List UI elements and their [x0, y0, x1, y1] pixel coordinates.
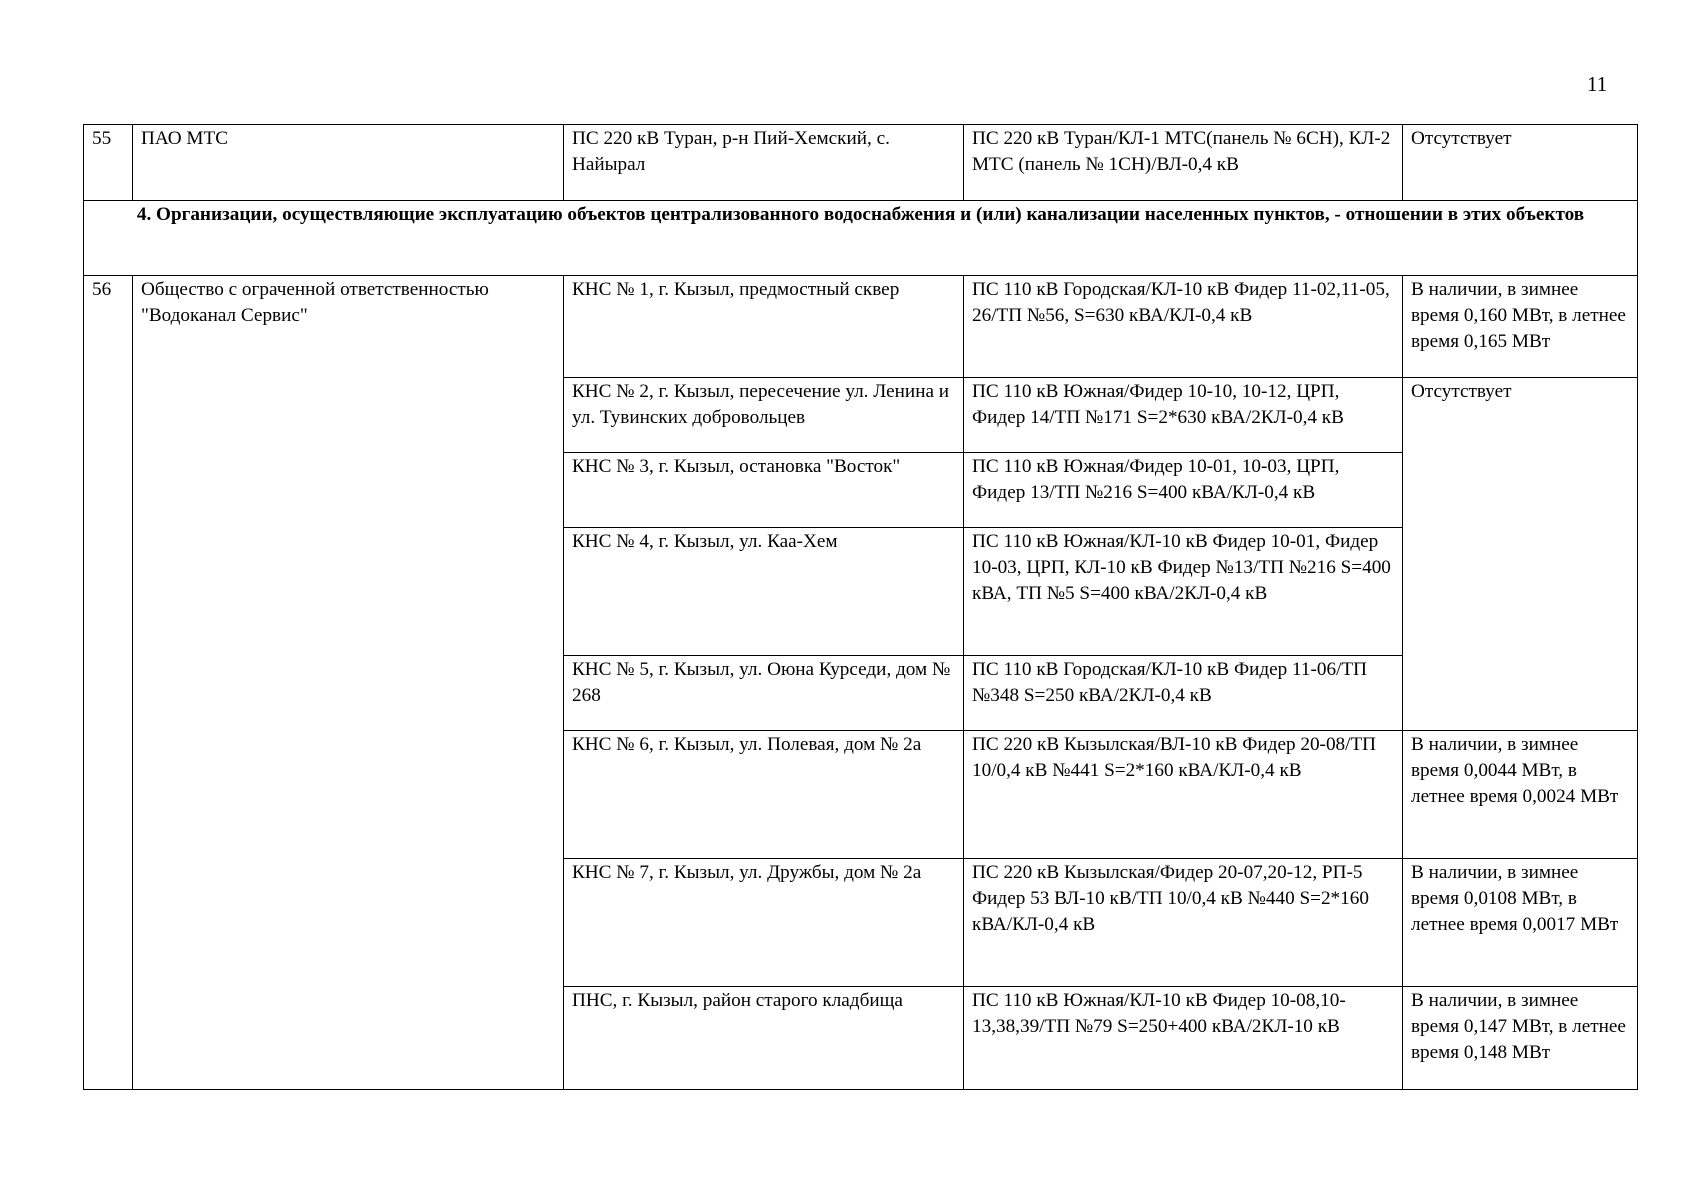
- page-number: 11: [1587, 72, 1608, 96]
- reserve-cell: Отсутствует: [1403, 125, 1638, 201]
- table-row: [84, 125, 1638, 201]
- section-heading: 4. Организации, осуществляющие эксплуатацию объектов централизованного водоснабжения и (или) канализации населенных пунктов, - отношении в этих объектов: [84, 201, 1638, 276]
- row-number: 55: [84, 125, 133, 201]
- object-cell: КНС № 4, г. Кызыл, ул. Каа-Хем: [564, 528, 964, 656]
- supply-cell: ПС 110 кВ Южная/Фидер 10-01, 10-03, ЦРП, Фидер 13/ТП №216 S=400 кВА/КЛ-0,4 кВ: [964, 453, 1403, 528]
- supply-cell: ПС 110 кВ Южная/КЛ-10 кВ Фидер 10-01, Фидер 10-03, ЦРП, КЛ-10 кВ Фидер №13/ТП №216 S=400 кВА, ТП №5 S=400 кВА/2КЛ-0,4 кВ: [964, 528, 1403, 656]
- organization-cell: Общество с ограченной ответственностью "Водоканал Сервис": [133, 276, 564, 1090]
- reserve-cell: В наличии, в зимнее время 0,147 МВт, в летнее время 0,148 МВт: [1403, 987, 1638, 1090]
- section-heading-row: [84, 201, 1638, 276]
- object-cell: КНС № 6, г. Кызыл, ул. Полевая, дом № 2а: [564, 731, 964, 859]
- supply-cell: ПС 110 кВ Городская/КЛ-10 кВ Фидер 11-06/ТП №348 S=250 кВА/2КЛ-0,4 кВ: [964, 656, 1403, 731]
- table-row: [84, 276, 1638, 378]
- object-cell: ПС 220 кВ Туран, р-н Пий-Хемский, с. Найырал: [564, 125, 964, 201]
- reserve-cell: В наличии, в зимнее время 0,0044 МВт, в летнее время 0,0024 МВт: [1403, 731, 1638, 859]
- object-cell: КНС № 1, г. Кызыл, предмостный сквер: [564, 276, 964, 378]
- object-cell: КНС № 3, г. Кызыл, остановка "Восток": [564, 453, 964, 528]
- object-cell: КНС № 7, г. Кызыл, ул. Дружбы, дом № 2а: [564, 859, 964, 987]
- organization-cell: ПАО МТС: [133, 125, 564, 201]
- supply-cell: ПС 110 кВ Городская/КЛ-10 кВ Фидер 11-02,11-05, 26/ТП №56, S=630 кВА/КЛ-0,4 кВ: [964, 276, 1403, 378]
- object-cell: КНС № 2, г. Кызыл, пересечение ул. Ленина и ул. Тувинских добровольцев: [564, 378, 964, 453]
- supply-cell: ПС 110 кВ Южная/КЛ-10 кВ Фидер 10-08,10-13,38,39/ТП №79 S=250+400 кВА/2КЛ-10 кВ: [964, 987, 1403, 1090]
- supply-cell: ПС 220 кВ Туран/КЛ-1 МТС(панель № 6СН), КЛ-2 МТС (панель № 1СН)/ВЛ-0,4 кВ: [964, 125, 1403, 201]
- supply-cell: ПС 220 кВ Кызылская/ВЛ-10 кВ Фидер 20-08/ТП 10/0,4 кВ №441 S=2*160 кВА/КЛ-0,4 кВ: [964, 731, 1403, 859]
- reserve-cell: В наличии, в зимнее время 0,160 МВт, в летнее время 0,165 МВт: [1403, 276, 1638, 378]
- reserve-cell: В наличии, в зимнее время 0,0108 МВт, в летнее время 0,0017 МВт: [1403, 859, 1638, 987]
- supply-cell: ПС 110 кВ Южная/Фидер 10-10, 10-12, ЦРП, Фидер 14/ТП №171 S=2*630 кВА/2КЛ-0,4 кВ: [964, 378, 1403, 453]
- row-number: 56: [84, 276, 133, 1090]
- objects-table: [83, 124, 1638, 1090]
- object-cell: КНС № 5, г. Кызыл, ул. Оюна Курседи, дом № 268: [564, 656, 964, 731]
- supply-cell: ПС 220 кВ Кызылская/Фидер 20-07,20-12, РП-5 Фидер 53 ВЛ-10 кВ/ТП 10/0,4 кВ №440 S=2*160 кВА/КЛ-0,4 кВ: [964, 859, 1403, 987]
- reserve-cell: Отсутствует: [1403, 378, 1638, 731]
- object-cell: ПНС, г. Кызыл, район старого кладбища: [564, 987, 964, 1090]
